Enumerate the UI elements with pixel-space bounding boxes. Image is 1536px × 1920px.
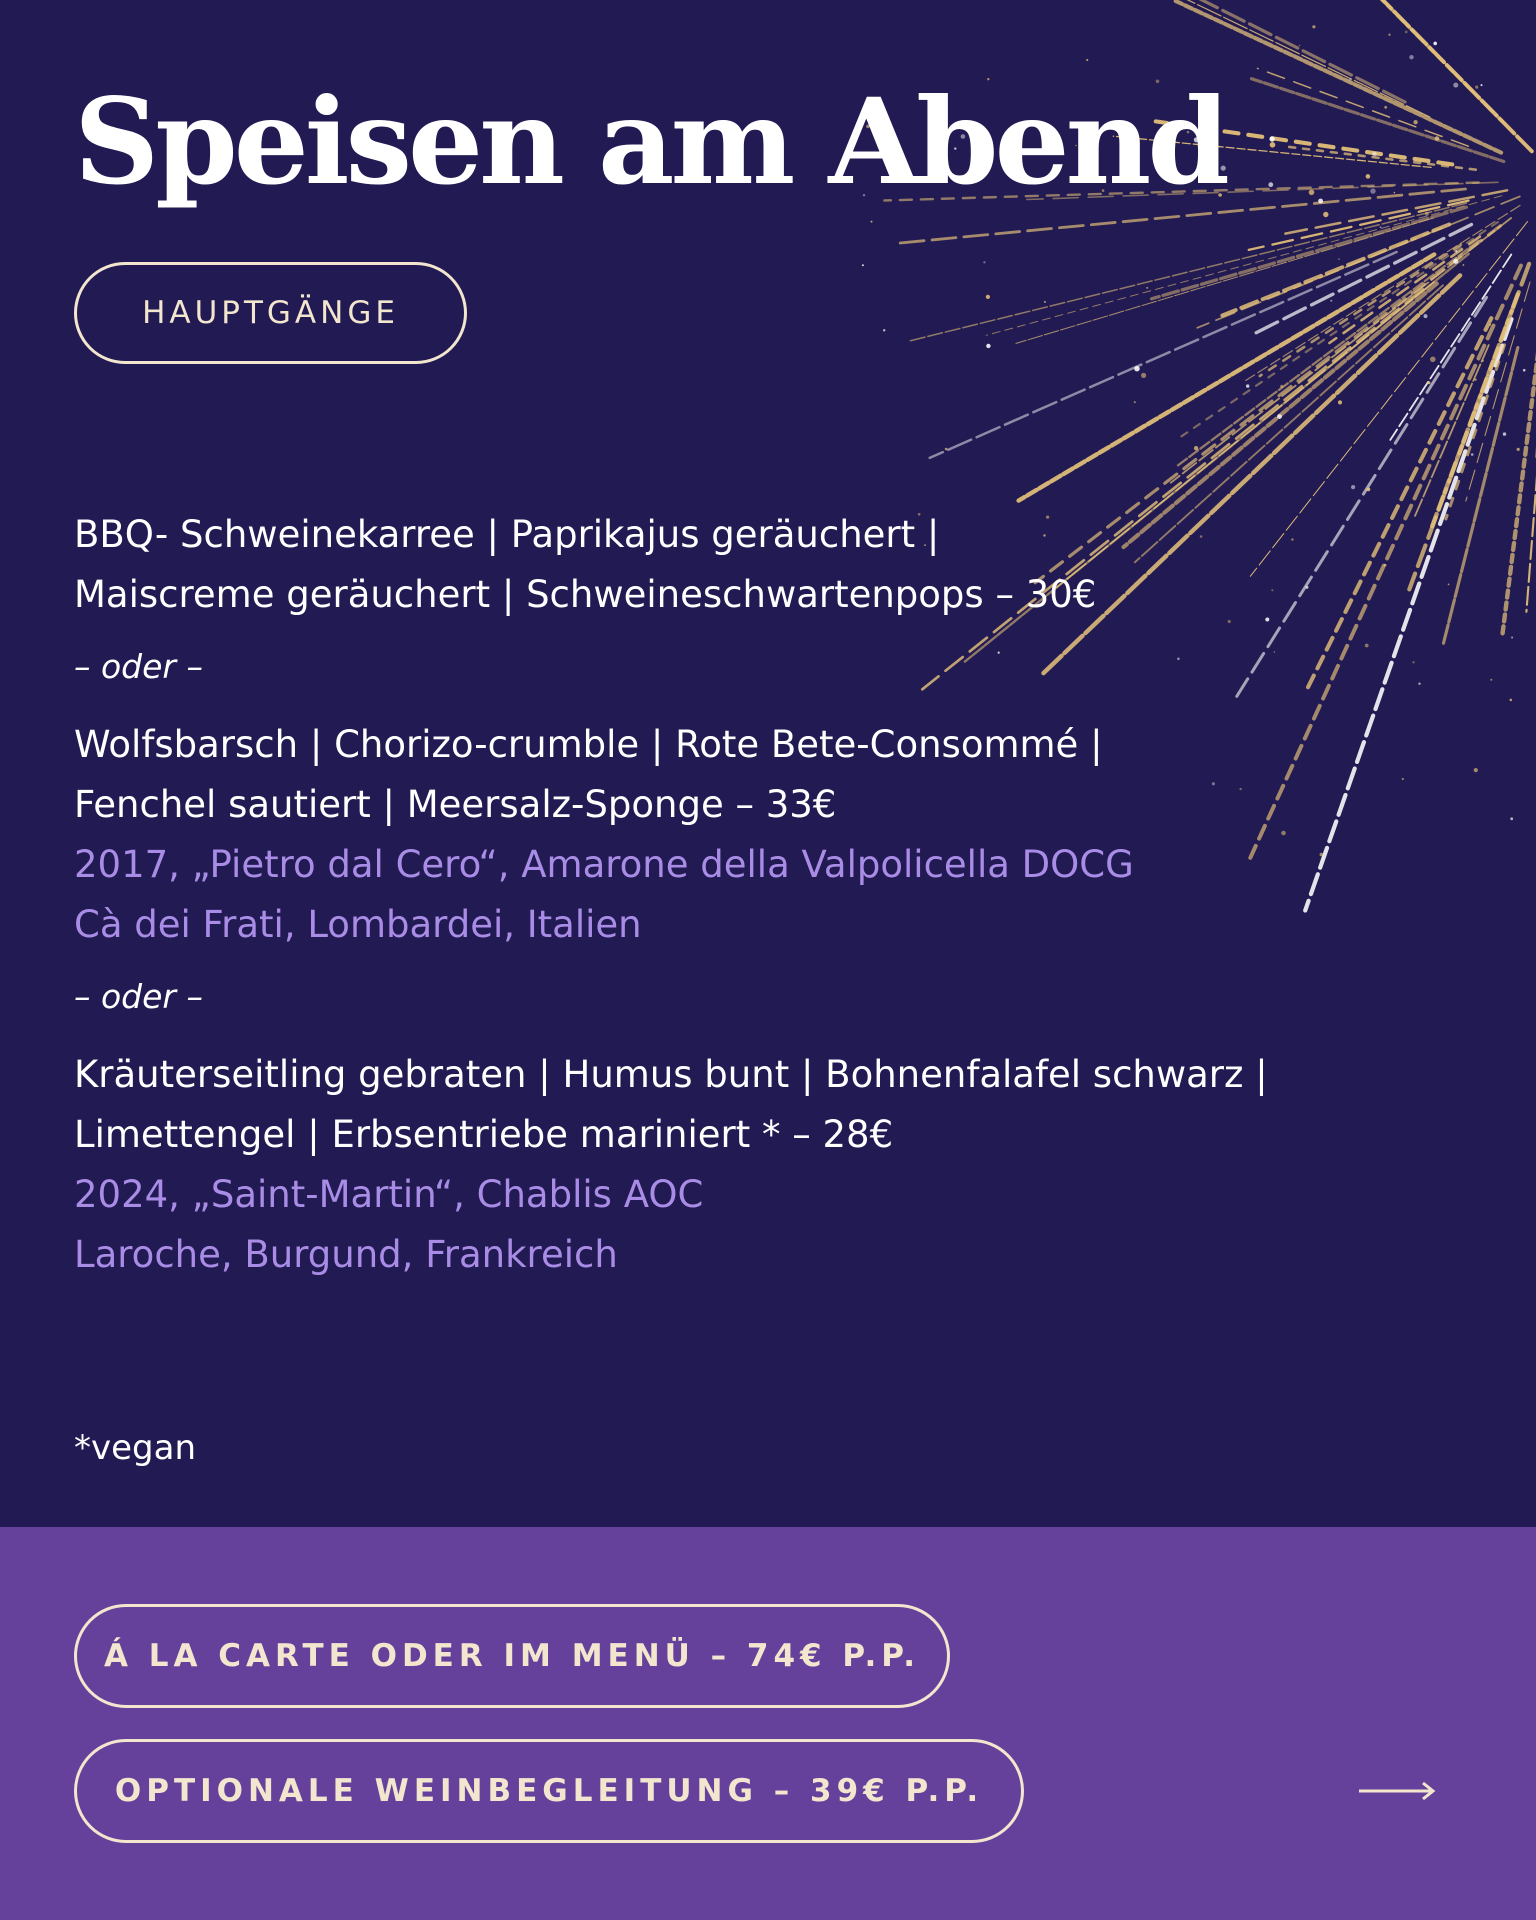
firework-spark (1453, 259, 1458, 264)
firework-spark (1433, 42, 1437, 46)
firework-spark (1309, 190, 1315, 196)
firework-spark (1269, 136, 1274, 141)
firework-spark (1323, 212, 1328, 217)
firework-spark (1380, 226, 1382, 228)
menu-list (74, 505, 1374, 1285)
footer-panel (0, 1527, 1536, 1920)
dish-line: BBQ- Schweinekarree | Paprikajus geräuchert | (74, 513, 940, 556)
firework-ray (1176, 222, 1498, 440)
firework-ray (1503, 293, 1536, 634)
firework-ray (1260, 245, 1461, 376)
firework-spark (1471, 453, 1474, 456)
firework-spark (1141, 373, 1146, 378)
firework-spark (1424, 314, 1428, 318)
firework-spark (1510, 817, 1513, 820)
firework-spark (1268, 182, 1273, 187)
firework-spark (1430, 357, 1436, 363)
firework-spark (1338, 400, 1342, 404)
firework-spark (1474, 768, 1478, 772)
firework-spark (1277, 414, 1282, 419)
firework-spark (1523, 369, 1526, 372)
firework-spark (1409, 55, 1413, 59)
wine-line: Cà dei Frati, Lombardei, Italien (74, 903, 642, 946)
separator-text: – oder – (74, 647, 203, 686)
page-title: Speisen am Abend (74, 72, 1226, 211)
separator-text: – oder – (74, 977, 203, 1016)
firework-spark (1435, 136, 1440, 141)
firework-spark (1194, 446, 1198, 450)
wine-line: 2024, „Saint-Martin“, Chablis AOC (74, 1173, 704, 1216)
firework-spark (1134, 401, 1136, 403)
firework-spark (1490, 679, 1492, 681)
firework-spark (1134, 366, 1139, 371)
firework-spark (1398, 638, 1400, 640)
firework-spark (1146, 287, 1148, 289)
firework-spark (1517, 448, 1520, 451)
firework-spark (1384, 106, 1387, 109)
dish-line: Wolfsbarsch | Chorizo-crumble | Rote Bete-Consommé | (74, 723, 1103, 766)
firework-spark (1418, 683, 1420, 685)
firework-ray (1016, 218, 1433, 343)
firework-spark (1384, 564, 1387, 567)
section-label-hauptgaenge[interactable]: HAUPTGÄNGE (74, 262, 467, 364)
firework-spark (1448, 584, 1450, 586)
firework-ray (1526, 312, 1536, 612)
dish-line: Limettengel | Erbsentriebe mariniert * – 28€ (74, 1113, 894, 1156)
firework-spark (1425, 212, 1429, 216)
firework-spark (1370, 188, 1375, 193)
vegan-footnote: *vegan (74, 1428, 197, 1468)
wine-line: 2017, „Pietro dal Cero“, Amarone della Valpolicella DOCG (74, 843, 1134, 886)
firework-ray (1019, 255, 1435, 501)
firework-spark (1489, 324, 1491, 326)
firework-spark (862, 264, 864, 266)
firework-spark (1503, 432, 1506, 435)
firework-spark (1463, 264, 1465, 266)
firework-spark (986, 344, 990, 348)
firework-spark (883, 329, 885, 331)
firework-spark (1482, 360, 1484, 362)
firework-spark (1511, 637, 1513, 639)
menu-price-button[interactable]: Á LA CARTE ODER IM MENÜ – 74€ P.P. (74, 1604, 950, 1708)
firework-spark (1044, 301, 1046, 303)
dish-line: Maiscreme geräuchert | Schweineschwartenpops – 30€ (74, 573, 1097, 616)
arrow-right-icon[interactable] (1357, 1776, 1437, 1806)
firework-ray (1282, 146, 1476, 170)
firework-spark (1455, 250, 1457, 252)
firework-spark (983, 261, 985, 263)
firework-spark (1312, 25, 1315, 28)
dish-line: Fenchel sautiert | Meersalz-Sponge – 33€ (74, 783, 837, 826)
firework-spark (1349, 78, 1351, 80)
firework-spark (1412, 661, 1414, 663)
firework-spark (1366, 174, 1371, 179)
firework-spark (1481, 84, 1483, 86)
firework-spark (1475, 86, 1478, 89)
firework-spark (1475, 379, 1477, 381)
firework-spark (1510, 699, 1513, 702)
dish-line: Kräuterseitling gebraten | Humus bunt | Bohnenfalafel schwarz | (74, 1053, 1268, 1096)
firework-spark (986, 295, 990, 299)
firework-spark (1280, 385, 1283, 388)
firework-spark (1402, 778, 1404, 780)
firework-ray (1290, 0, 1532, 151)
firework-spark (1413, 120, 1417, 124)
firework-spark (1330, 300, 1332, 302)
firework-spark (1086, 59, 1088, 61)
firework-spark (1427, 381, 1430, 384)
firework-spark (1405, 31, 1408, 34)
firework-spark (1453, 83, 1458, 88)
firework-spark (1270, 142, 1276, 148)
firework-spark (1367, 488, 1371, 492)
firework-spark (1351, 485, 1355, 489)
firework-spark (1318, 199, 1323, 204)
firework-spark (1338, 258, 1340, 260)
wine-line: Laroche, Burgund, Frankreich (74, 1233, 618, 1276)
firework-spark (1372, 152, 1377, 157)
firework-spark (1299, 45, 1301, 47)
wine-pairing-button[interactable]: OPTIONALE WEINBEGLEITUNG – 39€ P.P. (74, 1739, 1024, 1843)
firework-spark (1388, 34, 1390, 36)
firework-spark (1394, 192, 1396, 194)
firework-spark (945, 448, 948, 451)
firework-spark (1246, 384, 1249, 387)
